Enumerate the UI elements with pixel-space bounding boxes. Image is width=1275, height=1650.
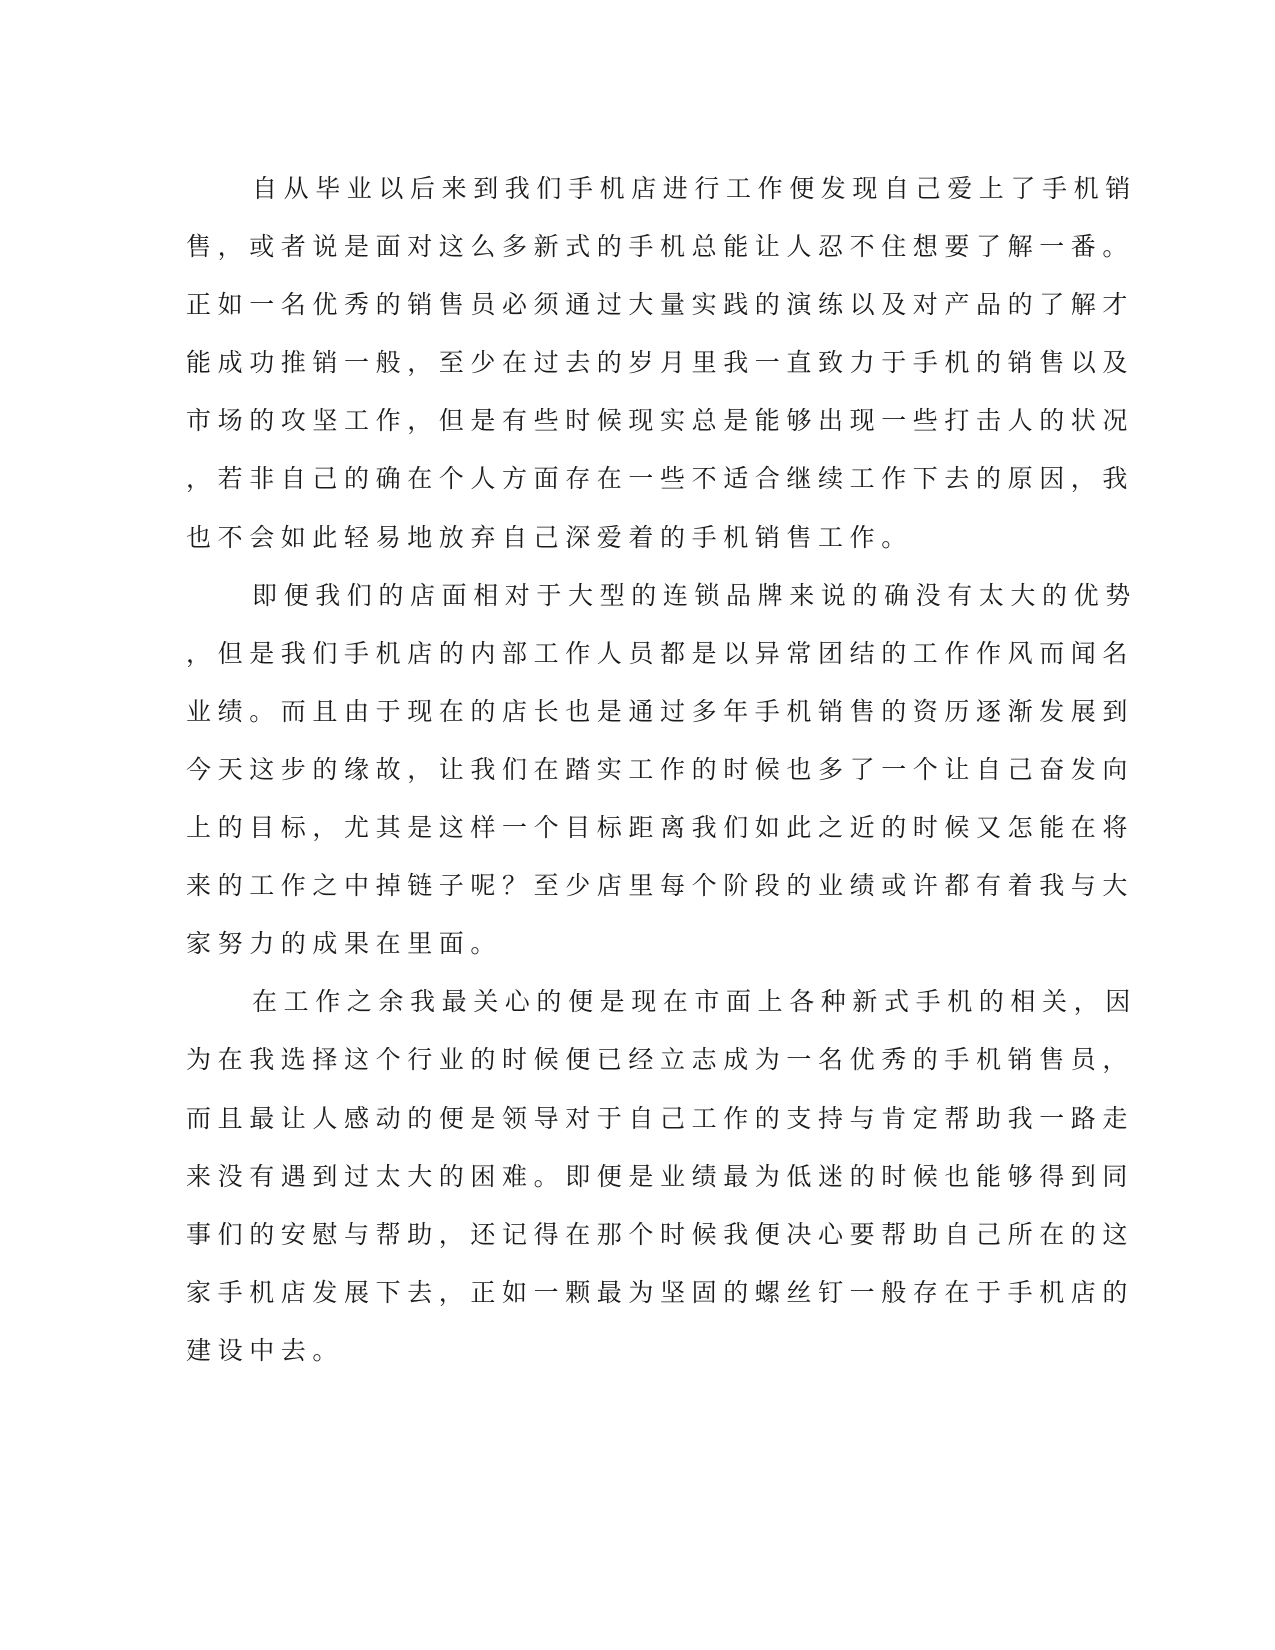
text-line: 市场的攻坚工作，但是有些时候现实总是能够出现一些打击人的状况 <box>186 406 1135 436</box>
text-line: 为在我选择这个行业的时候便已经立志成为一名优秀的手机销售员， <box>186 1045 1135 1075</box>
text-line: 业绩。而且由于现在的店长也是通过多年手机销售的资历逐渐发展到 <box>186 696 1135 726</box>
text-line: 今天这步的缘故，让我们在踏实工作的时候也多了一个让自己奋发向 <box>186 754 1135 784</box>
text-line: 也不会如此轻易地放弃自己深爱着的手机销售工作。 <box>186 522 913 552</box>
text-line: ，若非自己的确在个人方面存在一些不适合继续工作下去的原因，我 <box>186 464 1135 494</box>
document-body <box>186 160 1137 1380</box>
text-line: 事们的安慰与帮助，还记得在那个时候我便决心要帮助自己所在的这 <box>186 1219 1135 1249</box>
text-line: ，但是我们手机店的内部工作人员都是以异常团结的工作作风而闻名 <box>186 638 1135 668</box>
text-line: 而且最让人感动的便是领导对于自己工作的支持与肯定帮助我一路走 <box>186 1103 1135 1133</box>
text-line: 家努力的成果在里面。 <box>186 929 503 959</box>
text-line: 正如一名优秀的销售员必须通过大量实践的演练以及对产品的了解才 <box>186 290 1135 320</box>
text-line: 在工作之余我最关心的便是现在市面上各种新式手机的相关，因 <box>252 987 1137 1017</box>
text-line: 建设中去。 <box>186 1335 345 1365</box>
text-line: 来没有遇到过太大的困难。即便是业绩最为低迷的时候也能够得到同 <box>186 1161 1135 1191</box>
text-line: 能成功推销一般，至少在过去的岁月里我一直致力于手机的销售以及 <box>186 348 1135 378</box>
paragraph-1 <box>186 160 1137 567</box>
text-line: 家手机店发展下去，正如一颗最为坚固的螺丝钉一般存在于手机店的 <box>186 1277 1135 1307</box>
text-line: 来的工作之中掉链子呢？至少店里每个阶段的业绩或许都有着我与大 <box>186 871 1135 901</box>
text-line: 自从毕业以后来到我们手机店进行工作便发现自己爱上了手机销 <box>252 174 1137 203</box>
paragraph-3 <box>186 973 1137 1380</box>
paragraph-2 <box>186 567 1137 974</box>
text-line: 上的目标，尤其是这样一个目标距离我们如此之近的时候又怎能在将 <box>186 813 1135 843</box>
text-line: 售，或者说是面对这么多新式的手机总能让人忍不住想要了解一番。 <box>186 232 1135 262</box>
text-line: 即便我们的店面相对于大型的连锁品牌来说的确没有太大的优势 <box>252 580 1137 610</box>
